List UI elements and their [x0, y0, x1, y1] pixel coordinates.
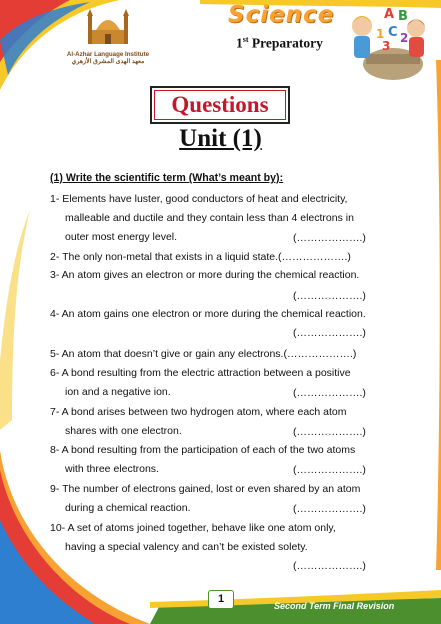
digit-2: 2 — [400, 31, 409, 45]
answer-blank-9[interactable]: (……………….) — [293, 503, 366, 515]
kids-illustration — [338, 2, 438, 84]
questions-title: Questions — [171, 92, 269, 117]
section-heading: (1) Write the scientific term (What’s meant by): — [50, 172, 284, 184]
question-9: 9- The number of electrons gained, lost or even shared by an atom during a chemical reaction. — [50, 483, 361, 515]
answer-blank-6[interactable]: (……………….) — [293, 387, 366, 399]
institute-logo — [60, 6, 156, 65]
digit-1: 1 — [376, 27, 385, 41]
grade-label: 1st Preparatory — [236, 35, 323, 51]
answer-blank-4[interactable]: (……………….) — [293, 327, 366, 339]
question-8: 8- A bond resulting from the participation of each of the two atoms with three electrons. — [50, 444, 356, 476]
footer-title: Second Term Final Revision — [274, 601, 395, 611]
question-7: 7- A bond arises between two hydrogen atom, where each atom shares with one electron. — [50, 406, 347, 438]
letter-a: A — [384, 7, 395, 22]
subject-header — [228, 2, 335, 51]
questions-banner — [150, 86, 290, 124]
question-10: 10- A set of atoms joined together, behave like one atom only, having a special valency and can’t be existed solety. — [50, 522, 336, 554]
question-5: 5- An atom that doesn’t give or gain any electrons.(……………….) — [50, 348, 357, 360]
question-3: 3- An atom gives an electron or more during the chemical reaction. — [50, 269, 360, 281]
letter-c: C — [388, 25, 398, 40]
answer-blank-7[interactable]: (……………….) — [293, 426, 366, 438]
question-2: 2- The only non-metal that exists in a liquid state.(……………….) — [50, 251, 351, 263]
unit-title: Unit (1) — [179, 125, 262, 152]
answer-blank-10[interactable]: (……………….) — [293, 560, 366, 572]
letter-b: B — [398, 9, 408, 24]
subject-title: Science — [228, 2, 335, 28]
digit-3: 3 — [382, 39, 391, 53]
answer-blank-1[interactable]: (……………….) — [293, 232, 366, 244]
institute-name-english: Al-Azhar Language Institute — [66, 51, 150, 58]
answer-blank-8[interactable]: (……………….) — [293, 464, 366, 476]
mosque-logo-icon — [86, 6, 130, 46]
institute-name-arabic: معهد الهدى المشرق الأزهري — [71, 58, 145, 65]
question-6: 6- A bond resulting from the electric attraction between a positive ion and a negative ion. — [50, 367, 351, 399]
question-4: 4- An atom gains one electron or more during the chemical reaction. — [50, 308, 366, 320]
question-1: 1- Elements have luster, good conductors of heat and electricity, malleable and ductile and they contain less than 4 electrons in outer most energy level. — [50, 193, 354, 244]
page-number: 1 — [208, 590, 234, 609]
answer-blank-3[interactable]: (……………….) — [293, 290, 366, 302]
